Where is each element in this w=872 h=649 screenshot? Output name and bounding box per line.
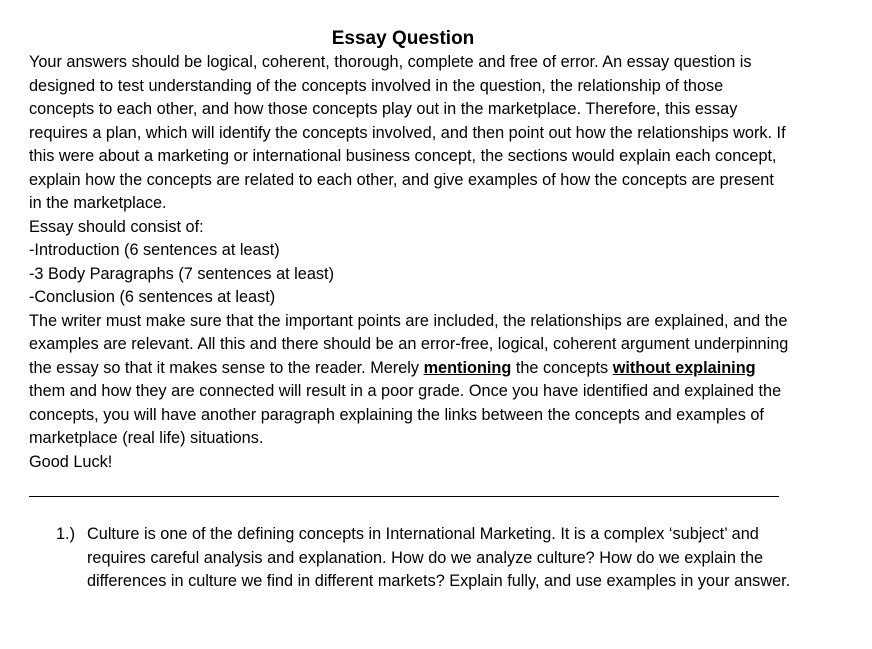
emphasis-mentioning: mentioning [423, 358, 512, 377]
intro-paragraph: Your answers should be logical, coherent, thorough, complete and free of error. An essay question is designed to test understanding of the concepts involved in the question, the relationship of those concepts to each other, and how those concepts play out in the marketplace. Therefore, this essay requires a plan, which will identify the concepts involved, and then point out how the relationships work. If this were about a marketing or international business concept, the sections would explain each concept, explain how the concepts are related to each other, and give examples of how the concepts are present in the marketplace. [29, 53, 786, 212]
structure-list [29, 239, 789, 310]
document-title: Essay Question [331, 28, 475, 49]
question-text: Culture is one of the defining concepts in International Marketing. It is a complex ‘subject’ and requires careful analysis and explanation. How do we analyze culture? How do we explain the differences in culture we find in different markets? Explain fully, and use examples in your answer. [87, 525, 791, 590]
emphasis-without-explaining: without explaining [612, 358, 756, 377]
guidance-text-1: The writer must make sure that the important points are included, the relationships are explained, and the examples are relevant. All this and there should be an error-free, logical, coherent argument underpinning the essay so that it makes sense to the reader. Merely [29, 311, 789, 377]
horizontal-rule [29, 496, 779, 497]
guidance-text-3: them and how they are connected will result in a poor grade. Once you have identified and explained the concepts, you will have another paragraph explaining the links between the concepts and examples of marketplace (real life) situations. [29, 382, 782, 447]
structure-item-body-paragraphs: -3 Body Paragraphs (7 sentences at least) [29, 264, 334, 283]
closing-text: Good Luck! [29, 452, 113, 471]
guidance-text-2: the concepts [511, 358, 613, 377]
guidance-paragraph [29, 310, 789, 451]
structure-item-conclusion: -Conclusion (6 sentences at least) [29, 288, 276, 306]
question-number: 1.) [56, 525, 76, 543]
instructions-body [29, 51, 789, 474]
structure-item-introduction: -Introduction (6 sentences at least) [29, 241, 280, 259]
structure-heading: Essay should consist of: [29, 217, 204, 236]
question-item [56, 523, 796, 594]
